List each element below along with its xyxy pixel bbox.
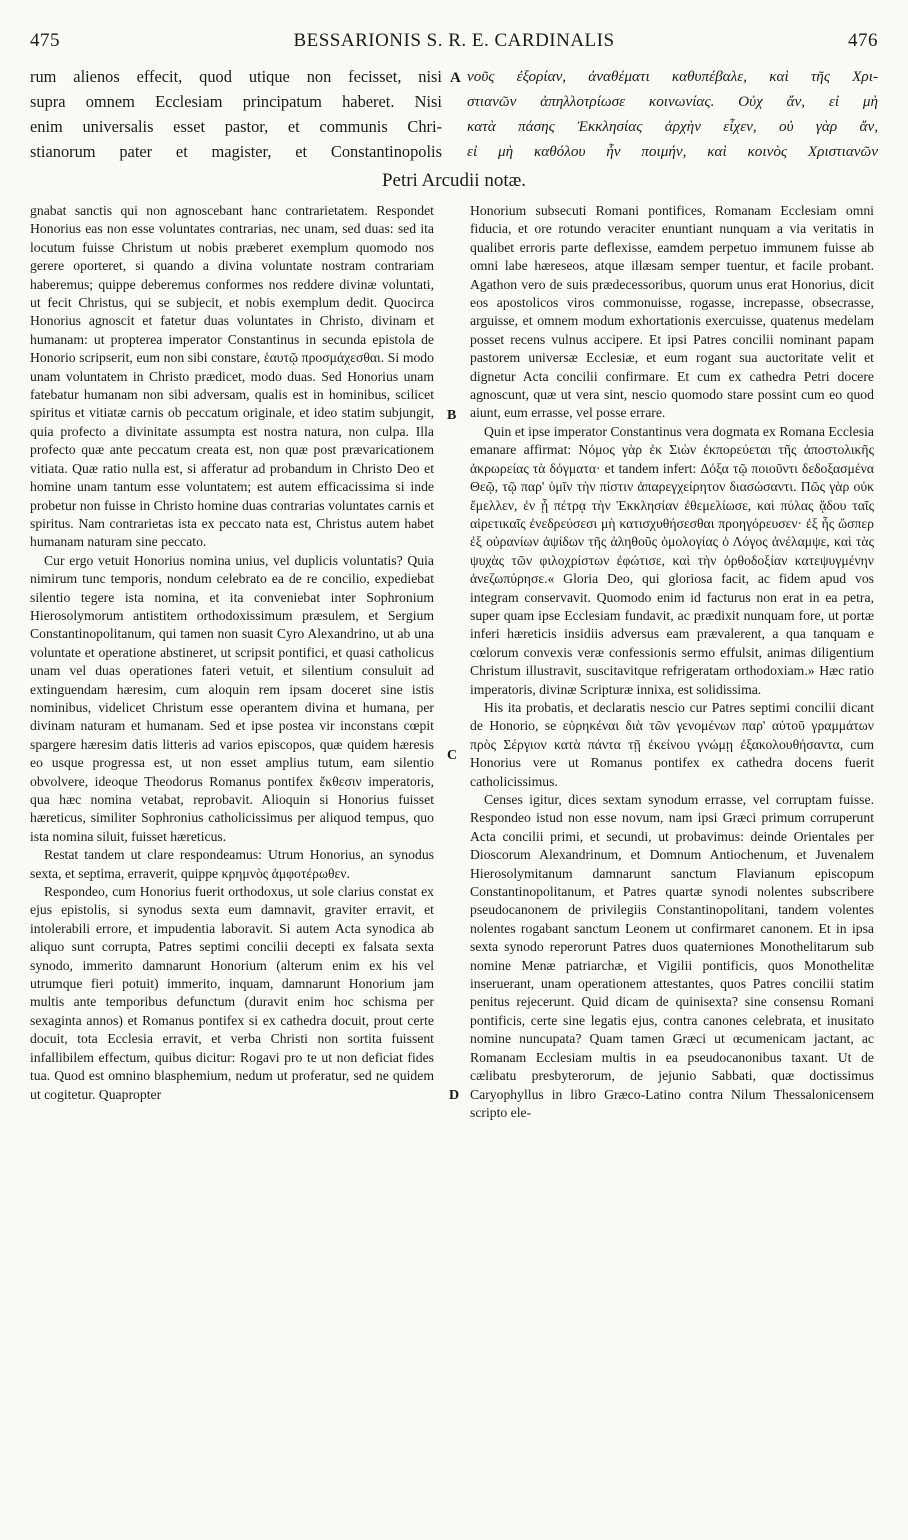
notes-right-column [470,202,874,1527]
page-number-left: 475 [30,30,60,51]
note-paragraph: Censes igitur, dices sextam synodum errasse, vel corruptam fuisse. Respondeo istud non esse novum, nam ipsi Græci primum corruperunt Acta concilii primi, et secundi, ut probavimus: deinde Orientales per Dioscorum Alexandrinum, et Domnum Antiochenum, et Juvenalem Hierosolymitanum damnarunt sanctum Flavianum episcopum Constantinopolitanum, et Patres quartæ synodi nolentes subscribere pseudocanonem de privilegiis Constantinopolitani, tandem volentes nolentes rogabant sanctum Leonem ut confirmaret canonem. Et in ipsa sexta synodo reperorunt Patres duos quaterniones Monothelitarum sub nomine Menæ patriarchæ, et Vigilii pontificis, quos Monothelitæ inseruerant, unam operationem attestantes, quos Patres concilii statim penitus rejecerunt. Quid dicam de quinisexta? sine consensu Romani pontificis, certe sine legatis ejus, contra canones celebrata, et inusitato nomine nuncupata? Quam tamen Græci ut œcumenicam jactant, ac Romanam Ecclesiam multis in ea pseudocanonibus taxant. Ut de cælibatu presbyterorum, de jejunio Sabbati, quæ doctissimus Caryophyllus in libro Græco-Latino contra Nilum Thessalonicensem scripto ele- [470,792,874,1120]
running-title: BESSARIONIS S. R. E. CARDINALIS [293,30,615,51]
margin-mark-a: A [450,70,461,86]
margin-mark-d: D [449,1088,460,1103]
page-header [30,30,878,56]
margin-mark-b: B [447,408,457,423]
notes-title: Petri Arcudii notæ. [381,170,527,191]
latin-text [30,64,442,164]
latin-line: rum alienos effecit, quod utique non fecisset, nisi [30,67,442,86]
note-paragraph: Honorium subsecuti Romani pontifices, Romanam Ecclesiam omni fiducia, et ore rotundo veraciter enuntiant nunquam a via veritatis in qualibet erroris parte deflexisse, eamdem perpetuo immunem fuisse ab omni labe hæreseos, atque illæsam semper tuentur, et facile probant. Agathon vero de suis prædecessoribus, quorum unus erat Honorius, dicit eos apostolicos viros commonuisse, rogasse, increpasse, obsecrasse, arguisse, et omnem modum exhortationis exercuisse, quatenus medelam posset recens vulnus accipere. Et ipsi Patres concilii nominant papam pastorem universæ Ecclesiæ, et eum rogant sua auctoritate velit et dignetur Acta concilii confirmare. Et cum ex cathedra Petri docere agnoscunt, quæ ut vera sint, nescio quomodo stare possint cum eo quod aiunt, eum errasse, vel posse errare. [470,203,874,421]
margin-mark-c: C [447,748,458,763]
note-paragraph: Respondeo, cum Honorius fuerit orthodoxus, ut sole clarius constat ex ejus epistolis, si synodus sexta eum damnavit, graviter erravit, et intolerabili errore, et impudentia laboravit. Si autem Acta synodica ab aliquo sunt corrupta, Patres septimi concilii decepti ex falsata sexta synodo, immerito damnarunt Honorium (alterum enim ex his vel utrumque fieri potuit) immerito, inquam, damnarunt Honorium jam multis ante temporibus defunctum (duravit enim hoc schisma per sexaginta annos) et Romanus pontifex si ex cathedra docuit, prout certe docuit, tota Ecclesia erravit, et verba Christi non sortita fuissent infallibilem effectum, quibus dicitur: Rogavi pro te ut non deficiat fides tua. Quod est omnino blasphemium, nedum ut proferatur, sed ne quidem ut cogitetur. Quapropter [30,884,434,1102]
latin-line: supra omnem Ecclesiam principatum haberet. Nisi [30,92,442,111]
note-paragraph: Quin et ipse imperator Constantinus vera dogmata ex Romana Ecclesia emanare affirmat: Νόμος γὰρ ἐκ Σιὼν ἐκπορεύεται τῆς ἀποστολικῆς ἀκρωρείας τὰ δόγματα· et tandem infert: Δόξα τῷ ποιοῦντι δεδοξασμένα Θεῷ, τῷ παρ' ὑμῖν τὴν πίστιν ἀπαρεγχείρητον διασώσαντι. Πῶς γὰρ οὐκ ἔμελλεν, ἐν ᾗ πέτρᾳ τὴν Ἐκκλησίαν ἐθεμελίωσε, καὶ πύλας ᾅδου ταῖς αἱρετικαῖς ἐνεδρεύσεσι μὴ κατισχυθήσεσθαι προηγόρευσεν· ἐξ ἧς ὥσπερ ἐξ οὐρανίων ἀψίδων τῆς ἀληθοῦς ὁμολογίας ὁ Λόγος ἀνέλαμψε, καὶ τὰς ψυχὰς τῶν φιλοχρίστων ἐφώτισε, καὶ τὴν ὀρθοδοξίαν κατεψυγμένην ἀνεζωπύρησε.« Gloria Deo, qui gloriosa facit, ac fidem apud vos integram conservavit. Quomodo enim id facturus non erat in ea petra, super quam ipse Ecclesiam fundavit, ac prædixit nunquam fore, ut portæ inferi hæreticis insidiis adversus eam prævalerent, a qua tanquam e cœlorum convexis veræ confessionis sermo effulsit, animas diligentium Christum illustravit, suscitavitque refrigeratam orthodoxiam.» Hæc ratio imperatoris, divinæ Scripturæ innixa, est solidissima. [470,423,874,697]
greek-line: στιανῶν ἀπηλλοτρίωσε κοινωνίας. Οὐχ ἄν, εἰ μὴ [467,93,878,110]
note-paragraph: His ita probatis, et declaratis nescio cur Patres septimi concilii dicant de Honorio, se εὑρηκέναι διὰ τῶν γενομένων παρ' αὐτοῦ γραμμάτων πρὸς Σέργιον κατὰ πάντα τῇ ἐκείνου γνώμῃ ἐξακολουθήσαντα, cum Honorius vere ut Romanus pontifex ex cathedra docens fuerit catholicissimus. [470,699,874,789]
notes-left-column [30,202,434,1527]
note-paragraph: Restat tandem ut clare respondeamus: Utrum Honorius, an synodus sexta, et septima, erraverit, quippe κρημνὸς ἀμφοτέρωθεν. [30,847,434,881]
page-number-right: 476 [848,30,878,51]
greek-line: κατὰ πάσης Ἐκκλησίας ἀρχὴν εἶχεν, οὐ γὰρ ἄν, [467,118,878,135]
greek-text [467,64,878,164]
greek-line: εἰ μὴ καθόλου ἦν ποιμήν, καὶ κοινὸς Χριστιανῶν [467,143,878,160]
latin-line: stianorum pater et magister, et Constantinopolis [30,142,442,161]
note-paragraph: gnabat sanctis qui non agnoscebant hanc contrarietatem. Respondet Honorius eas non esse voluntates contrarias, nec unam, sed duas: sed ita locutum fuisse Christum ut nobis præberet exemplum quomodo nos gerere oporteret, si quando a divina voluntate nostram contrariam haberemus; quippe deberemus conformes nos reddere divinæ voluntati, ut fecit Christus, qui se subjecit, et nobis exemplum dedit. Quocirca Honorius agnoscit et fatetur duas voluntates in Christo, divinam et humanam: ut propterea imperator Constantinus in secunda epistola de Honorio scripserit, eum non sibi constare, ἑαυτῷ προσμάχεσθαι. Si modo unam voluntatem in Christo prædicet, modo duas. Sed Honorius unam fatebatur humanam non sibi adversam, qualis est in hominibus, scilicet spiritus et vitiatæ carnis ob peccatum originale, et ideo statim subjungit, quia profecto a divinitate assumpta est nostra natura, non culpa. Illa profecto quæ ante peccatum creata est, non quæ post prævaricationem vitiata. Quæ ratio nulla est, si afferatur ad probandum in Christo Deo et homine unam tantum esse voluntatem; est autem efficacissima si inde probetur non fuisse in Christo homine duas contrarias voluntates carnis et spiritus. Nam contrarietas ista ex peccato nata est, Christus autem habet humanam naturam sine peccato. [30,203,434,550]
greek-line: νοῦς ἐξορίαν, ἀναθέματι καθυπέβαλε, καὶ τῆς Χρι- [467,68,878,85]
note-paragraph: Cur ergo vetuit Honorius nomina unius, vel duplicis voluntatis? Quia nimirum tunc temporis, nondum celebrato ea de re concilio, expediebat silentio tegere ista nomina, et ita conveniebat inter Sophronium Hierosolymorum antistitem orthodoxissimum præsulem, et Sergium Constantinopolitanum, qui tamen non suasit Cyro Alexandrino, ut ab una voluntate et operatione abstineret, ut scripsit pontifici, et quasi catholicus unam vel duas operationes fateri vetuit, et silentium consuluit ad extinguendam hæresim, cum aloquin rem ipsam doceret sine istis nominibus, videlicet Christum esse operantem divina et humana, per divinam naturam et humanam. Sed et ipse postea vir inconstans cœpit spargere hæresim datis litteris ad varios episcopos, quæ quidem hæresis eo usque progressa est, ut non esset amplius tutum, eam silentio obvolvere, ideoque Theodorus Romanus pontifex ἔκθεσιν imperatoris, qua hæc nomina vetabat, reprobavit. Alioquin si Honorius fuisset hæreticus, similiter Sophronius catholicissimus per aliquod tempus, quo ista nomina siluit, fuisset hæreticus. [30,552,434,844]
latin-line: enim universalis esset pastor, et communis Chri- [30,117,442,136]
